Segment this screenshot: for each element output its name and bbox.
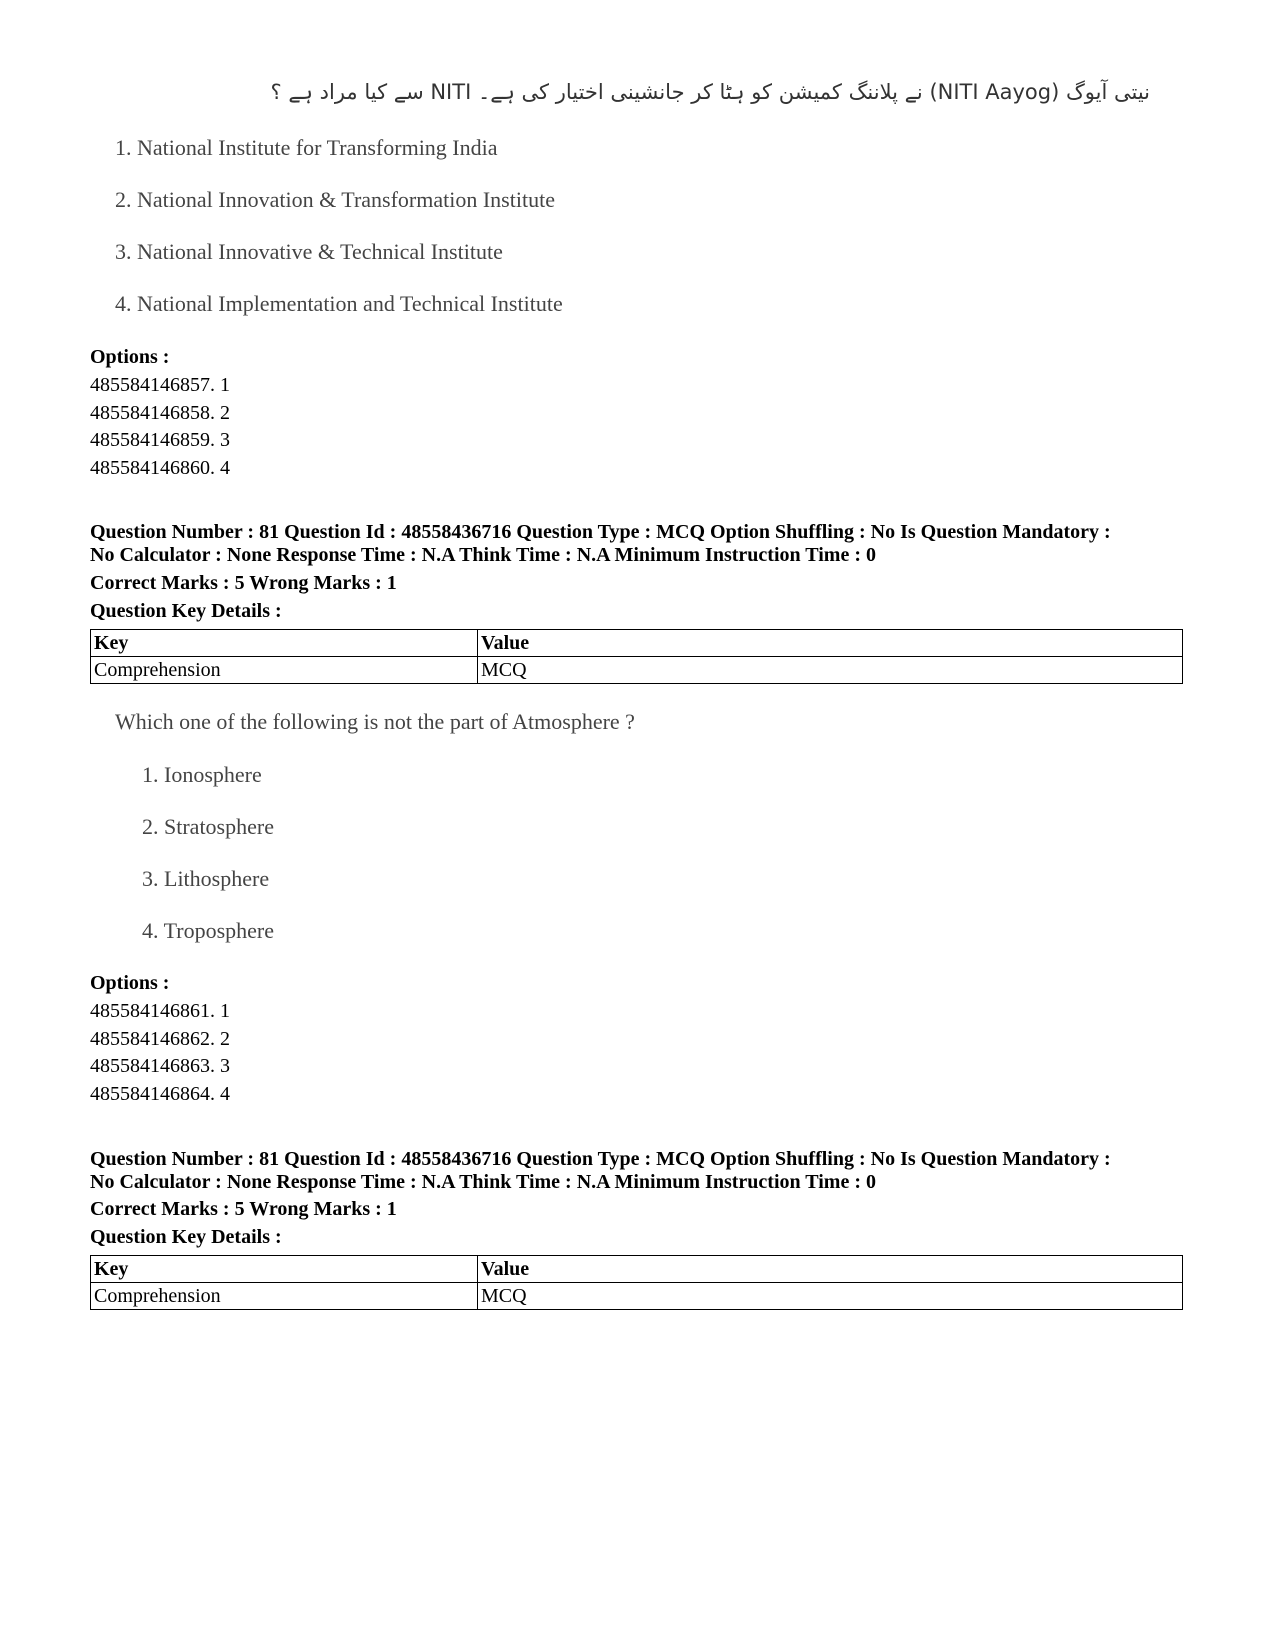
table-cell-value: MCQ — [478, 657, 1183, 684]
key-details-label: Question Key Details : — [90, 1226, 282, 1248]
marks-line: Correct Marks : 5 Wrong Marks : 1 — [90, 572, 397, 594]
table-header-key: Key — [91, 1256, 478, 1283]
choice-2: 2. Stratosphere — [142, 814, 274, 839]
choice-2: 2. National Innovation & Transformation Institute — [115, 187, 555, 212]
option-item: 485584146860. 4 — [90, 457, 230, 479]
table-header-row — [91, 630, 1183, 657]
table-cell-value: MCQ — [478, 1283, 1183, 1310]
choice-1: 1. National Institute for Transforming India — [115, 135, 498, 160]
option-item: 485584146859. 3 — [90, 429, 230, 451]
option-item: 485584146857. 1 — [90, 374, 230, 396]
table-header-key: Key — [91, 630, 478, 657]
choice-3: 3. Lithosphere — [142, 866, 270, 891]
table-row — [91, 1283, 1183, 1310]
table-header-value: Value — [478, 1256, 1183, 1283]
choice-4: 4. Troposphere — [142, 918, 275, 943]
table-row — [91, 657, 1183, 684]
table-cell-key: Comprehension — [91, 657, 478, 684]
table-cell-key: Comprehension — [91, 1283, 478, 1310]
key-details-label: Question Key Details : — [90, 600, 282, 622]
key-details-table — [90, 1255, 1183, 1310]
options-label: Options : — [90, 972, 170, 994]
choice-3: 3. National Innovative & Technical Institute — [115, 239, 503, 264]
question-meta-line-1: Question Number : 81 Question Id : 48558436716 Question Type : MCQ Option Shuffling : No Is Question Mandatory : — [90, 521, 1111, 543]
choice-1: 1. Ionosphere — [142, 762, 262, 787]
option-item: 485584146863. 3 — [90, 1055, 230, 1077]
table-header-value: Value — [478, 630, 1183, 657]
question-text: Which one of the following is not the part of Atmosphere ? — [115, 709, 635, 734]
option-item: 485584146858. 2 — [90, 402, 230, 424]
table-header-row — [91, 1256, 1183, 1283]
option-item: 485584146864. 4 — [90, 1083, 230, 1105]
choice-4: 4. National Implementation and Technical Institute — [115, 291, 563, 316]
option-item: 485584146862. 2 — [90, 1028, 230, 1050]
question-meta-line-1: Question Number : 81 Question Id : 48558436716 Question Type : MCQ Option Shuffling : No Is Question Mandatory : — [90, 1148, 1111, 1170]
question-meta-line-2: No Calculator : None Response Time : N.A Think Time : N.A Minimum Instruction Time : 0 — [90, 1171, 876, 1193]
marks-line: Correct Marks : 5 Wrong Marks : 1 — [90, 1198, 397, 1220]
question-text-urdu: نیتی آیوگ (NITI Aayog) نے پلاننگ کمیشن کو ہٹا کر جانشینی اختیار کی ہے۔ NITI سے کیا مراد ہے ؟ — [270, 80, 1150, 104]
options-label: Options : — [90, 346, 170, 368]
question-meta-line-2: No Calculator : None Response Time : N.A Think Time : N.A Minimum Instruction Time : 0 — [90, 544, 876, 566]
key-details-table — [90, 629, 1183, 684]
option-item: 485584146861. 1 — [90, 1000, 230, 1022]
